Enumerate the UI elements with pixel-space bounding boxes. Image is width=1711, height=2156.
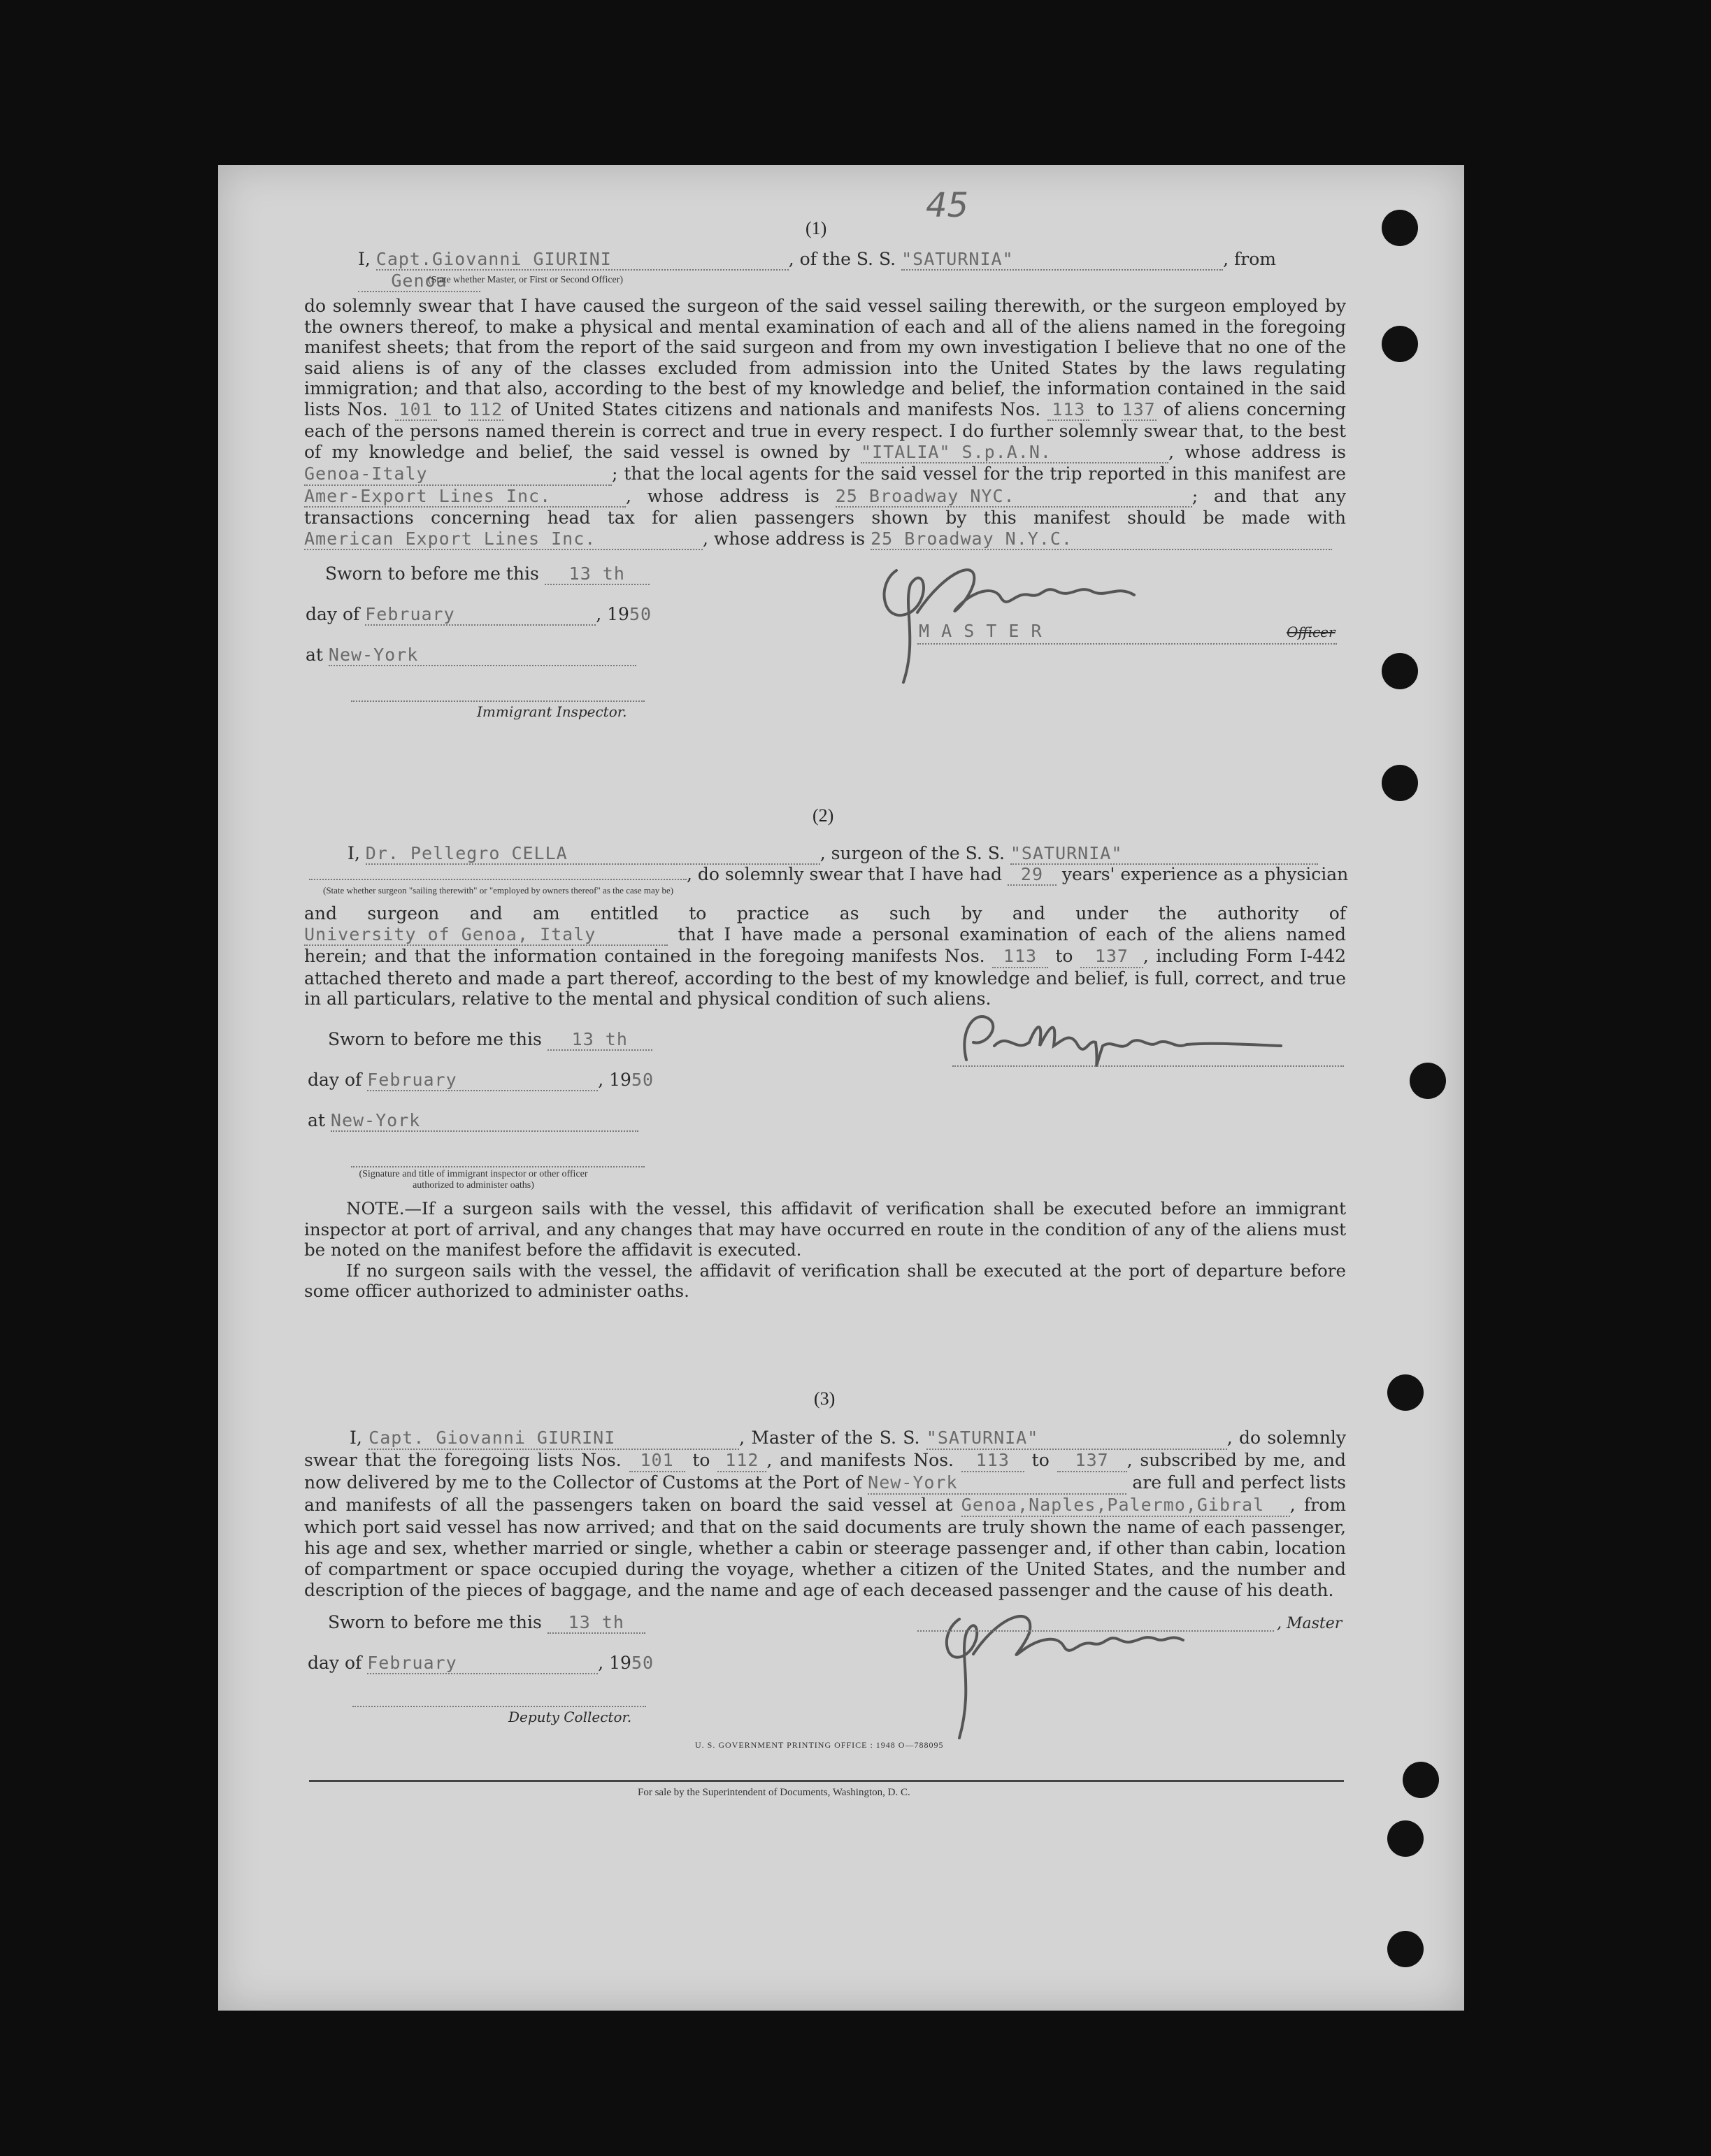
sec2-paragraph bbox=[304, 903, 1346, 1009]
sec3-master-label: , Master bbox=[1277, 1615, 1343, 1632]
sec1-to-2: to bbox=[1096, 398, 1115, 419]
sec3-for-sale: For sale by the Superintendent of Documents, Washington, D. C. bbox=[638, 1787, 910, 1798]
sec2-day-of-label: day of bbox=[308, 1070, 362, 1090]
sec2-vessel: "SATURNIA" bbox=[1010, 843, 1318, 865]
sec2-p2: that I have made a personal examination of each of the aliens named herein; and that the information contained in the foregoing manifests Nos. bbox=[304, 924, 1347, 966]
surgeon-signature bbox=[945, 1004, 1295, 1081]
manifest-page bbox=[218, 165, 1464, 2011]
punch-hole bbox=[1382, 765, 1418, 801]
sec2-sworn bbox=[328, 1029, 652, 1051]
sec3-from-which: , from which bbox=[304, 1495, 1346, 1537]
sec2-swear: , do solemnly swear that I have had bbox=[687, 864, 1003, 884]
sec1-lists-to: 112 bbox=[468, 399, 503, 422]
sec3-collector-line bbox=[352, 1706, 646, 1707]
sec1-whose-address-2: whose address is bbox=[647, 485, 819, 506]
sec1-sworn bbox=[325, 563, 650, 585]
sec1-sworn-label: Sworn to before me this bbox=[325, 563, 539, 584]
sec1-officer-name: Capt.Giovanni GIURINI bbox=[376, 249, 789, 271]
sec2-i: I, bbox=[348, 843, 360, 863]
sec3-man-from: 113 bbox=[961, 1450, 1024, 1472]
sec1-p1: do solemnly swear that I have caused the surgeon of the said vessel sailing therewith, or the surgeon employed by the owners thereof, to make a physical and mental examination of each and all of the aliens named in the foregoing manifest sheets; that from the report of the said surgeon and from my own investigation I believe that no one of the said aliens is of any of the classes excluded from admission into the United States by the laws regulating immigration; and that also, according to the best of my knowledge and belief, the information contained in the said lists Nos. bbox=[304, 296, 1346, 419]
sec1-officer-line bbox=[917, 643, 1337, 645]
sec1-at bbox=[306, 645, 636, 666]
sec1-p3: of aliens concerning each of the persons named therein is correct and true in every respect. I do further solemnly swear that, to the best of my knowledge and belief, the said vessel is owned by bbox=[304, 398, 1347, 462]
sec1-man-from: 113 bbox=[1047, 399, 1089, 422]
sec1-year-prefix: , 19 bbox=[596, 604, 629, 624]
sec3-lists-to: 112 bbox=[717, 1450, 766, 1472]
master-signature-3 bbox=[917, 1584, 1211, 1752]
sec3-and-manifests: , and manifests Nos. bbox=[766, 1450, 954, 1470]
sec3-master-of: , Master of the S. S. bbox=[739, 1428, 920, 1448]
sec1-state-note: (State whether Master, or First or Second Officer) bbox=[428, 275, 624, 285]
sec2-surgeon-name: Dr. Pellegro CELLA bbox=[366, 843, 820, 865]
sec2-year-prefix: , 19 bbox=[598, 1070, 631, 1090]
sec1-i: I, bbox=[358, 249, 371, 269]
sec1-to: to bbox=[443, 398, 461, 419]
sec1-title-typed: M A S T E R bbox=[919, 621, 1043, 641]
sec1-sworn-day: 13 th bbox=[545, 563, 650, 585]
sec2-sworn-label: Sworn to before me this bbox=[328, 1029, 542, 1049]
sec1-owner: "ITALIA" S.p.A.N. bbox=[861, 442, 1168, 464]
sec2-place: New-York bbox=[331, 1110, 638, 1132]
sec3-p1: swear that the foregoing lists Nos. bbox=[304, 1450, 622, 1470]
section-3-heading: (3) bbox=[814, 1388, 836, 1409]
sec1-year: 50 bbox=[629, 604, 652, 624]
sec3-paragraph bbox=[304, 1428, 1346, 1601]
sec2-years: 29 bbox=[1008, 864, 1057, 886]
sec2-month: February bbox=[367, 1070, 598, 1091]
sec1-p2: of United States citizens and nationals and manifests Nos. bbox=[510, 398, 1041, 419]
sec3-ports-taken: Genoa,Naples,Palermo,Gibral bbox=[961, 1495, 1290, 1517]
sec3-year-prefix: , 19 bbox=[598, 1653, 631, 1673]
sec1-whose-address-3: , whose address is bbox=[703, 528, 866, 549]
sec1-from: , from bbox=[1223, 249, 1276, 269]
sec1-whose-address: , whose address is bbox=[1168, 441, 1346, 462]
sec3-sworn bbox=[328, 1612, 645, 1634]
sec2-sworn-day: 13 th bbox=[547, 1029, 652, 1051]
punch-hole bbox=[1403, 1762, 1439, 1798]
sec3-master-line bbox=[917, 1630, 1274, 1632]
sec3-man-to: 137 bbox=[1057, 1450, 1127, 1472]
sec1-month: February bbox=[365, 604, 596, 626]
punch-hole bbox=[1387, 1820, 1424, 1857]
sec3-vessel: "SATURNIA" bbox=[926, 1428, 1227, 1450]
sec3-day-of bbox=[308, 1653, 654, 1674]
sec1-inspector-line bbox=[351, 700, 645, 702]
sec2-authority: University of Genoa, Italy bbox=[304, 924, 668, 947]
sec1-at-label: at bbox=[306, 645, 323, 665]
section-1-heading: (1) bbox=[806, 218, 827, 238]
sec3-to-2: to bbox=[1031, 1450, 1050, 1470]
sec1-tax-address: 25 Broadway N.Y.C. bbox=[871, 529, 1332, 551]
sec2-years-text: years' experience as a physician bbox=[1061, 864, 1349, 884]
sec3-collector-label: Deputy Collector. bbox=[508, 1709, 632, 1725]
punch-hole bbox=[1387, 1374, 1424, 1411]
sec3-sworn-label: Sworn to before me this bbox=[328, 1612, 542, 1632]
punch-hole bbox=[1410, 1063, 1446, 1099]
sec2-note-2: If no surgeon sails with the vessel, the affidavit of verification shall be executed at the port of departure before some officer authorized to administer oaths. bbox=[304, 1260, 1346, 1301]
sec1-port-from: Genoa bbox=[358, 271, 480, 292]
sec2-inspector-line bbox=[351, 1166, 645, 1167]
sec1-p5: ; and that any transactions concerning head tax for alien passengers shown by this manifest should be made with bbox=[304, 485, 1346, 528]
footer-rule bbox=[309, 1780, 1344, 1782]
sec2-note-1: NOTE.—If a surgeon sails with the vessel, this affidavit of verification shall be executed before an immigrant inspector at port of arrival, and any changes that may have occurred en route in the condition of any of the aliens must be noted on the manifest before the affidavit is executed. bbox=[304, 1198, 1346, 1260]
section-2-heading: (2) bbox=[812, 805, 834, 826]
punch-hole bbox=[1387, 1931, 1424, 1967]
sec3-year: 50 bbox=[631, 1653, 654, 1673]
sec2-p3: , including Form I-442 attached thereto and made a part thereof, according to the best of my knowledge and belief, is full, correct, and true in all particulars, relative to the mental and physical condition of such aliens. bbox=[304, 946, 1347, 1009]
sec2-sig-note: (Signature and title of immigrant inspector or other officer authorized to administer oaths) bbox=[359, 1169, 588, 1191]
sec3-day-of-label: day of bbox=[308, 1653, 362, 1673]
punch-hole bbox=[1382, 326, 1418, 362]
sec1-day-of bbox=[306, 604, 652, 626]
sec3-p4: port said vessel has now arrived; and that on the said documents are truly shown the name of each passenger, his age and sex, whether married or single, whether a cabin or steerage passenger and, if other than cabin, location of compartment or space occupied during the voyage, whether a citizen of the United States, and the number and description of the pieces of baggage, and the name and age of each deceased passenger and the cause of his death. bbox=[304, 1517, 1346, 1600]
sec1-owner-address: Genoa-Italy bbox=[304, 463, 612, 486]
sec1-agents: Amer-Export Lines Inc. bbox=[304, 486, 626, 508]
sec2-at bbox=[308, 1110, 638, 1132]
sec1-officer-label: Officer bbox=[1287, 624, 1336, 640]
page-number-mark: 45 bbox=[926, 186, 969, 225]
sec3-p2b: are full and perfect lists and bbox=[304, 1472, 1346, 1515]
sec2-at-label: at bbox=[308, 1110, 325, 1130]
sec1-inspector-label: Immigrant Inspector. bbox=[477, 703, 627, 720]
sec3-to: to bbox=[692, 1450, 710, 1470]
sec2-man-from: 113 bbox=[992, 946, 1048, 968]
punch-hole bbox=[1382, 653, 1418, 689]
sec3-gpo: U. S. GOVERNMENT PRINTING OFFICE : 1948 O—788095 bbox=[695, 1740, 944, 1750]
sec3-month: February bbox=[367, 1653, 598, 1674]
sec2-man-to: 137 bbox=[1080, 946, 1143, 968]
sec3-i: I, bbox=[350, 1428, 362, 1448]
sec2-state-note: (State whether surgeon "sailing therewith" or "employed by owners thereof" as the case may be) bbox=[323, 885, 674, 896]
sec3-subscribed: , subscribed by me, and now bbox=[304, 1450, 1346, 1493]
sec2-designation-blank bbox=[309, 879, 687, 880]
sec1-agents-address: 25 Broadway NYC. bbox=[836, 486, 1192, 508]
sec3-p3: manifests of all the passengers taken on board the said vessel at bbox=[345, 1495, 953, 1515]
sec1-man-to: 137 bbox=[1122, 399, 1157, 422]
sec2-year: 50 bbox=[631, 1070, 654, 1090]
sec1-paragraph: do solemnly swear that I have caused the surgeon of the said vessel sailing therewith, or the surgeon employed by the owners thereof, to make a physical and mental examination of each and all of the aliens named in the foregoing manifest sheets; that from the report of the said surgeon and from my own investigation I believe that no one of the said aliens is of any of the classes excluded from admission into the United States by the laws regulating immigration; and that also, according to the best of my knowledge and belief, the information contained in the said lists Nos. 101 to 112 of United States citizens and nationals and manifests Nos. 113 to 137 of aliens concerning each of the persons named therein is correct and true in every respect. I do further solemnly swear that, to the best of my knowledge and belief, the said vessel is owned by "ITALIA" S.p.A.N. , whose address is Genoa-Italy ; that the local agents for the said vessel for the trip reported in this manifest are Amer-Export Lines Inc. , whose address is 25 Broadway NYC. ; and that any transactions concerning head tax for alien passengers shown by this manifest should be made with American Export Lines Inc. , whose address is 25 Broadway N.Y.C. bbox=[304, 296, 1346, 550]
sec3-sworn-day: 13 th bbox=[547, 1612, 645, 1634]
sec2-p1: and surgeon and am entitled to practice as such by and under the authority of bbox=[304, 903, 1346, 924]
surgeon-signature-line bbox=[952, 1065, 1344, 1067]
sec3-lists-from: 101 bbox=[629, 1450, 685, 1472]
sec1-p4: that the local agents for the said vessel for the trip reported in this manifest are bbox=[624, 463, 1346, 484]
sec2-note bbox=[304, 1198, 1346, 1302]
punch-hole bbox=[1382, 210, 1418, 246]
sec1-vessel: "SATURNIA" bbox=[901, 249, 1223, 271]
sec2-to: to bbox=[1055, 946, 1073, 966]
sec3-master-name: Capt. Giovanni GIURINI bbox=[368, 1428, 739, 1450]
sec2-line-1 bbox=[348, 843, 1347, 865]
sec2-surgeon-of: , surgeon of the S. S. bbox=[819, 843, 1005, 863]
sec1-lists-from: 101 bbox=[395, 399, 437, 422]
sec1-place: New-York bbox=[329, 645, 636, 666]
sec3-solemnly: , do solemnly bbox=[1226, 1428, 1347, 1448]
sec3-p2: delivered by me to the Collector of Customs at the Port of bbox=[346, 1472, 862, 1493]
sec3-port: New-York bbox=[868, 1472, 1126, 1495]
sec2-line-2 bbox=[309, 864, 1351, 886]
sec2-day-of bbox=[308, 1070, 654, 1091]
sec1-of-ss: , of the S. S. bbox=[788, 249, 896, 269]
sec1-day-of-label: day of bbox=[306, 604, 360, 624]
sec1-tax-agent: American Export Lines Inc. bbox=[304, 529, 703, 551]
